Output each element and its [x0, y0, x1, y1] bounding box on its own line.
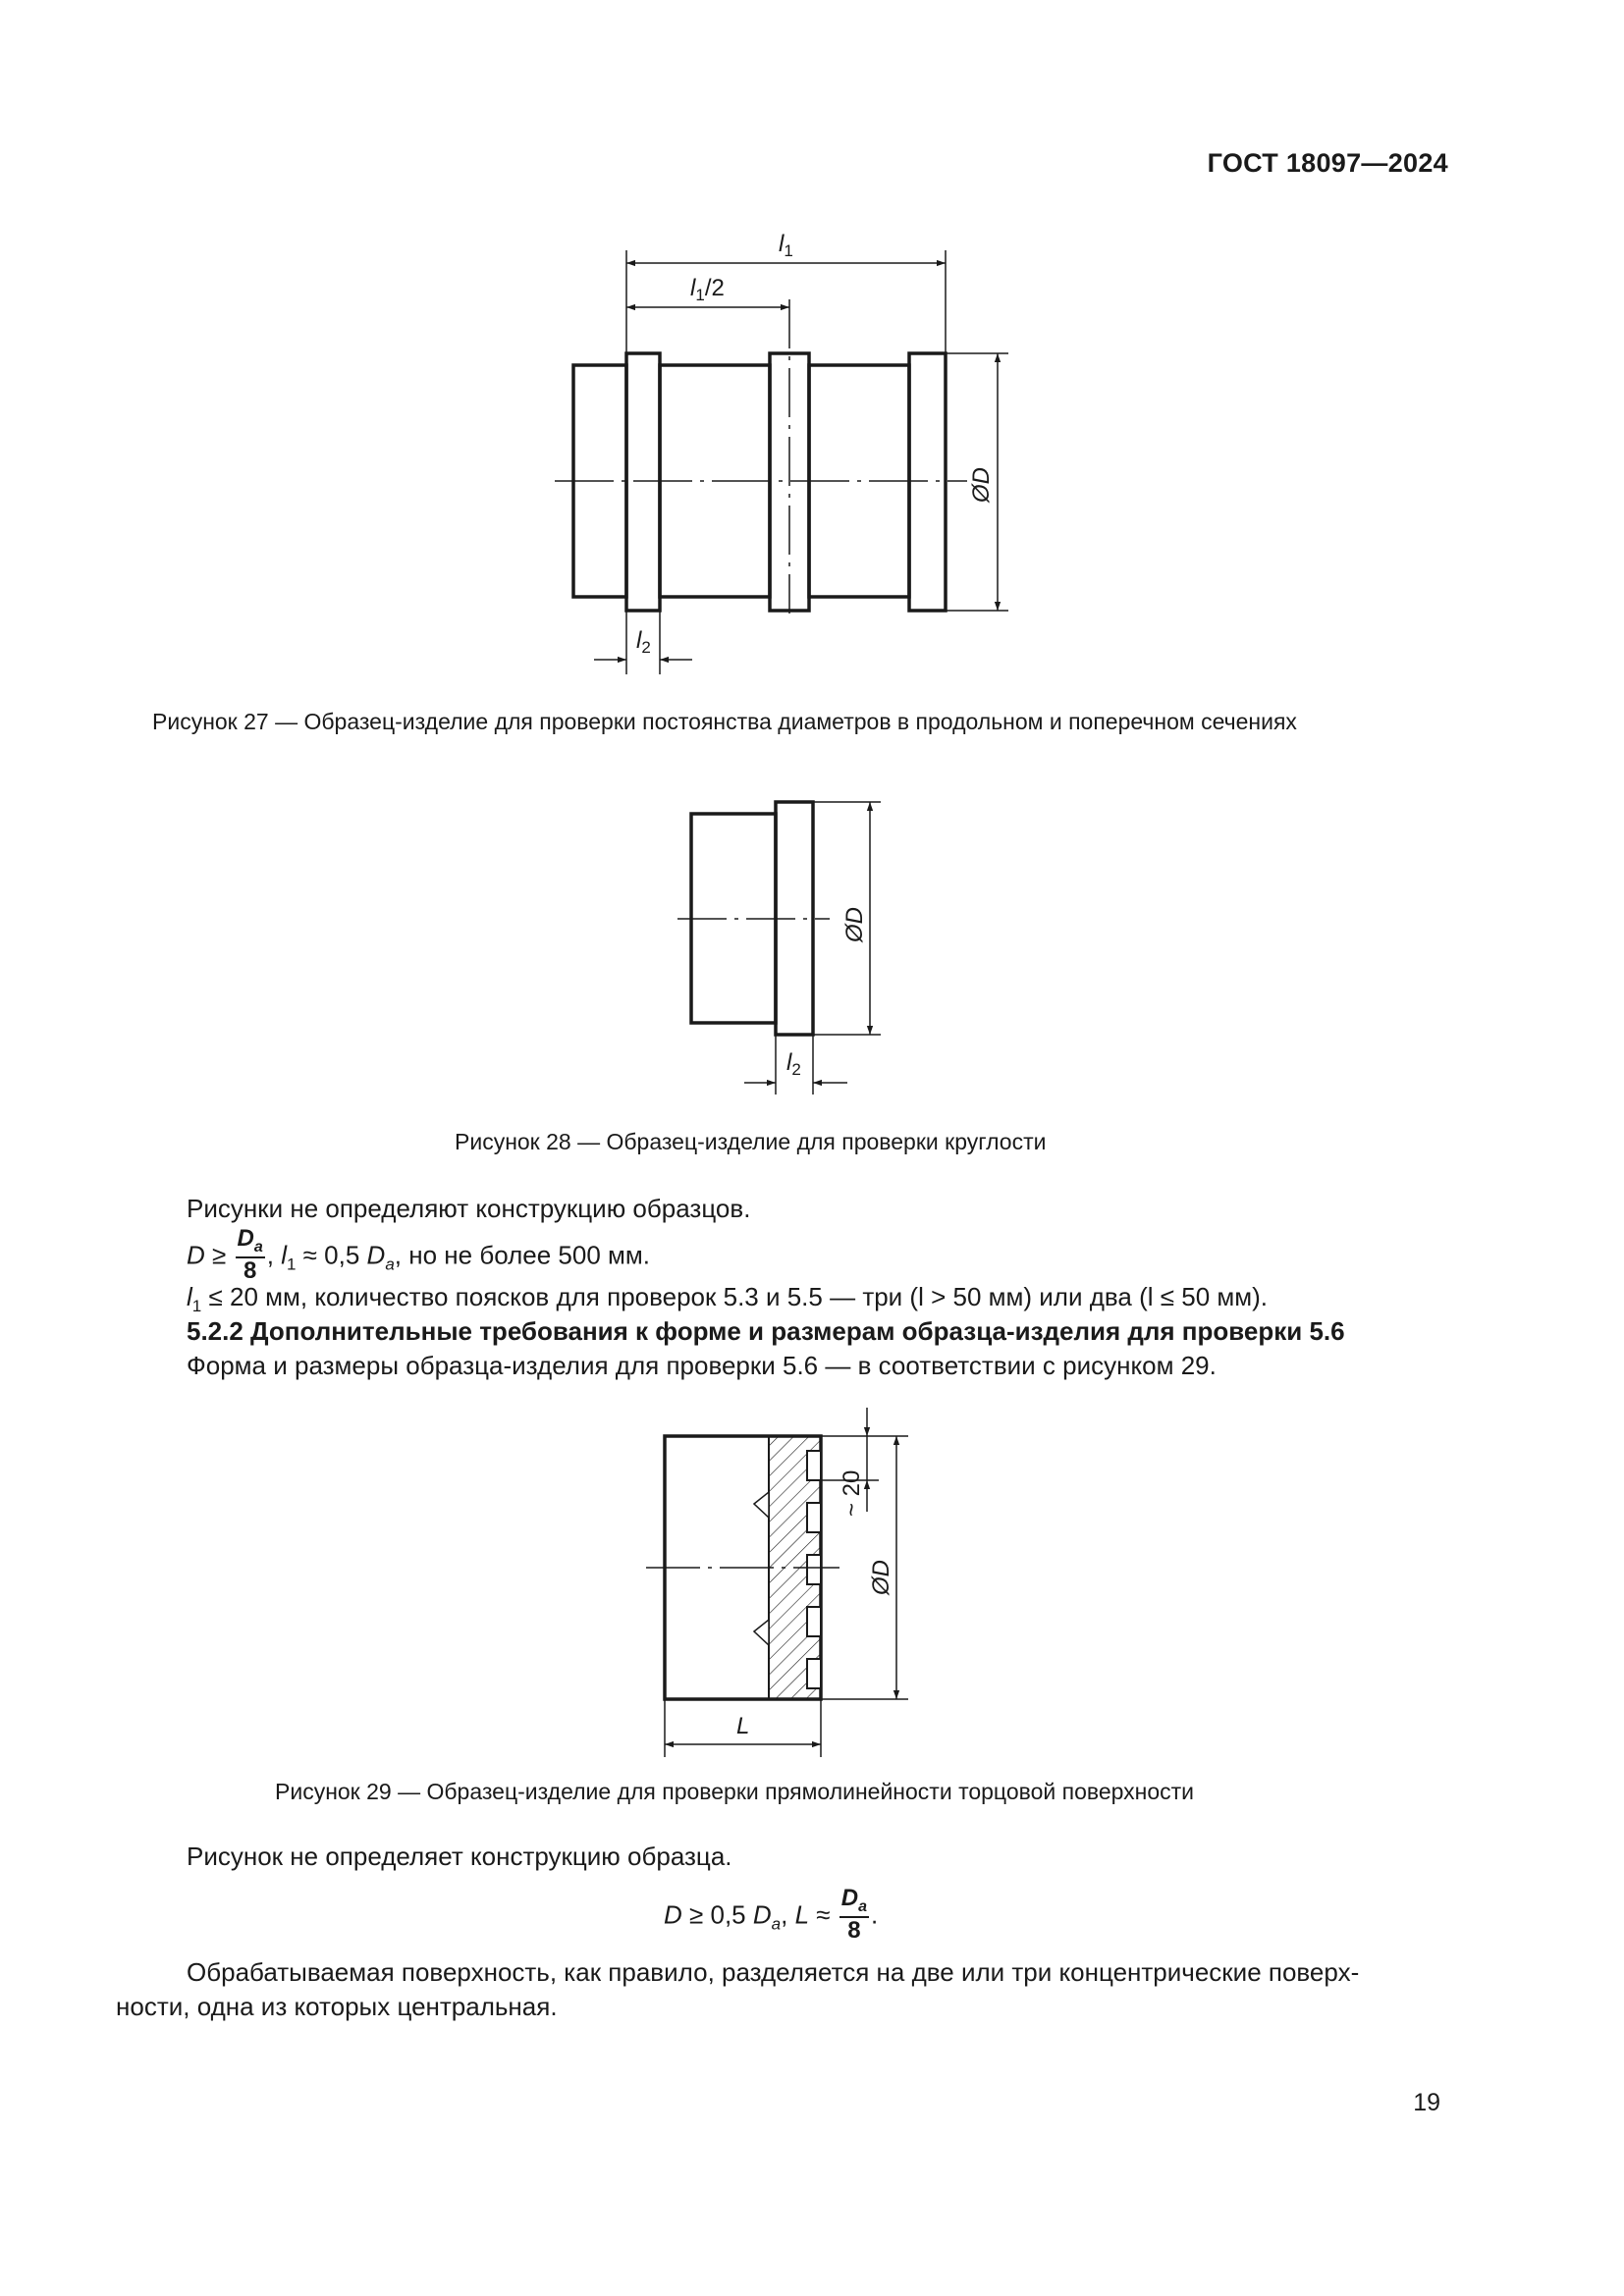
figure-27-labels: [636, 231, 995, 657]
fig27-dim-diameter: ØD: [968, 467, 995, 503]
fig27-dim-l1-half: $l_1/2$: [690, 275, 725, 304]
fig28-dim-l2: $l_2$: [786, 1049, 801, 1079]
formula-line-1-tail: , но не более 500 мм.: [394, 1240, 650, 1270]
figure-27-drawing: [555, 250, 1008, 674]
document-code: ГОСТ 18097—2024: [1207, 148, 1448, 178]
section-heading-5-2-2: 5.2.2 Дополнительные требования к форме и размерам образца-изделия для проверки 5.6: [187, 1316, 1345, 1346]
figure-27-caption: Рисунок 27 — Образец-изделие для проверки постоянства диаметров в продольном и поперечном сечениях: [152, 709, 1297, 734]
fig27-dim-l1: $l_1$: [779, 231, 793, 260]
fraction-da-over-8: $\frac{D_a}{8}$: [237, 1225, 263, 1284]
paragraph-line-2: ности, одна из которых центральная.: [116, 1992, 558, 2021]
note-figure: Рисунок не определяет конструкцию образца.: [187, 1842, 732, 1871]
formula-line-1: D ≥ $\frac{D_a}{8}$ , $l_1 \approx 0,5$ $D_a$, но не более 500 мм.: [187, 1225, 650, 1284]
fig29-dim-length: L: [736, 1713, 750, 1739]
figure-28-drawing: [677, 802, 881, 1095]
paragraph-line-1: Обрабатываемая поверхность, как правило, разделяется на две или три концентрические поверх-: [187, 1957, 1360, 1987]
formula-line-2: D ≥ 0,5 $D_a$, L ≈ $\frac{D_a}{8}$ .: [664, 1885, 879, 1944]
figure-28-caption: Рисунок 28 — Образец-изделие для проверки круглости: [455, 1129, 1047, 1154]
note-figures: Рисунки не определяют конструкцию образцов.: [187, 1194, 751, 1223]
page-number: 19: [1413, 2089, 1440, 2116]
figure-28-labels: [786, 907, 868, 1079]
note-figure-29-ref: Форма и размеры образца-изделия для проверки 5.6 — в соответствии с рисунком 29.: [187, 1351, 1217, 1380]
fig28-dim-diameter: ØD: [841, 907, 868, 942]
fraction-da-over-8-2: $\frac{D_a}{8}$: [840, 1885, 868, 1944]
figure-29-caption: Рисунок 29 — Образец-изделие для проверки прямолинейности торцовой поверхности: [275, 1779, 1195, 1804]
fig29-dim-diameter: ØD: [868, 1560, 894, 1595]
note-l1: $l_1 \le 20$ мм, количество поясков для проверок 5.3 и 5.5 — три (l > 50 мм) или два (l ≤ 50 мм).: [187, 1282, 1269, 1316]
fig29-dim-step: ~ 20: [839, 1469, 865, 1517]
note-l1-text: ≤ 20 мм, количество поясков для проверок 5.3 и 5.5 — три (l > 50 мм) или два (l ≤ 50 мм).: [208, 1282, 1269, 1311]
fig27-dim-l2: $l_2$: [636, 627, 651, 657]
